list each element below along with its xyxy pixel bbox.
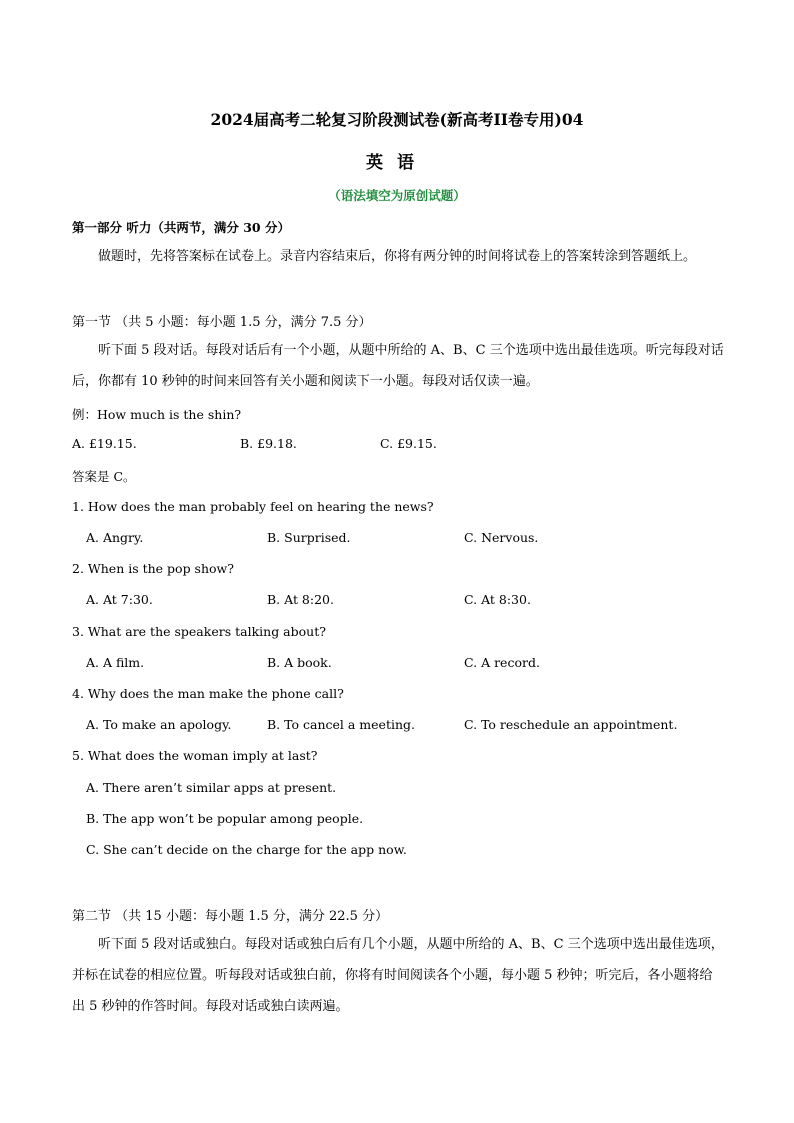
q4-option-c: C. To reschedule an appointment. <box>464 717 678 732</box>
q4-option-b: B. To cancel a meeting. <box>267 717 415 732</box>
q3-option-b: B. A book. <box>267 655 332 670</box>
q3-option-a: A. A film. <box>86 655 145 670</box>
section1-instructions: 听下面 5 段对话。每段对话后有一个小题，从题中所给的 A、B、C 三个选项中选出最佳选项。听完每段对话后，你都有 10 秒钟的时间来回答有关小题和阅读下一小题。每段对话仅读一遍。 <box>72 343 724 389</box>
question-2: 2. When is the pop show? <box>72 561 234 576</box>
part1-heading: 第一部分 听力（共两节，满分 30 分） <box>72 220 290 235</box>
q1-option-a: A. Angry. <box>86 530 144 545</box>
q4-option-a: A. To make an apology. <box>86 717 232 732</box>
section2-instructions: 听下面 5 段对话或独白。每段对话或独白后有几个小题，从题中所给的 A、B、C 三个选项中选出最佳选项，并标在试卷的相应位置。听每段对话或独白前，你将有时间阅读各个小题，每小题 5 秒钟；听完后，各小题将给出 5 秒钟的作答时间。每段对话或独白读两遍。 <box>72 937 724 1014</box>
section2-heading: 第二节 （共 15 小题：每小题 1.5 分，满分 22.5 分） <box>72 909 389 924</box>
q5-option-b: B. The app won’t be popular among people. <box>86 811 364 826</box>
q5-option-c: C. She can’t decide on the charge for the app now. <box>86 842 407 857</box>
example-option-c: C. £9.15. <box>380 436 437 451</box>
question-1: 1. How does the man probably feel on hearing the news? <box>72 499 434 514</box>
example-option-a: A. £19.15. <box>72 436 137 451</box>
question-5: 5. What does the woman imply at last? <box>72 748 318 763</box>
question-3: 3. What are the speakers talking about? <box>72 624 326 639</box>
q2-option-c: C. At 8:30. <box>464 592 531 607</box>
q5-option-a: A. There aren’t similar apps at present. <box>86 780 337 795</box>
question-4: 4. Why does the man make the phone call? <box>72 686 344 701</box>
example-option-b: B. £9.18. <box>240 436 297 451</box>
exam-title: 2024届高考二轮复习阶段测试卷(新高考II卷专用)04 <box>210 110 584 129</box>
subject-heading: 英语 <box>366 153 428 173</box>
original-note: （语法填空为原创试题） <box>328 188 466 203</box>
q1-option-b: B. Surprised. <box>267 530 351 545</box>
q2-option-b: B. At 8:20. <box>267 592 334 607</box>
example-question: 例：How much is the shin? <box>72 407 242 422</box>
q2-option-a: A. At 7:30. <box>86 592 153 607</box>
section1-heading: 第一节 （共 5 小题：每小题 1.5 分，满分 7.5 分） <box>72 315 372 330</box>
example-answer: 答案是 C。 <box>72 469 136 484</box>
part1-intro: 做题时，先将答案标在试卷上。录音内容结束后，你将有两分钟的时间将试卷上的答案转涂到答题纸上。 <box>98 249 697 264</box>
q1-option-c: C. Nervous. <box>464 530 539 545</box>
q3-option-c: C. A record. <box>464 655 540 670</box>
